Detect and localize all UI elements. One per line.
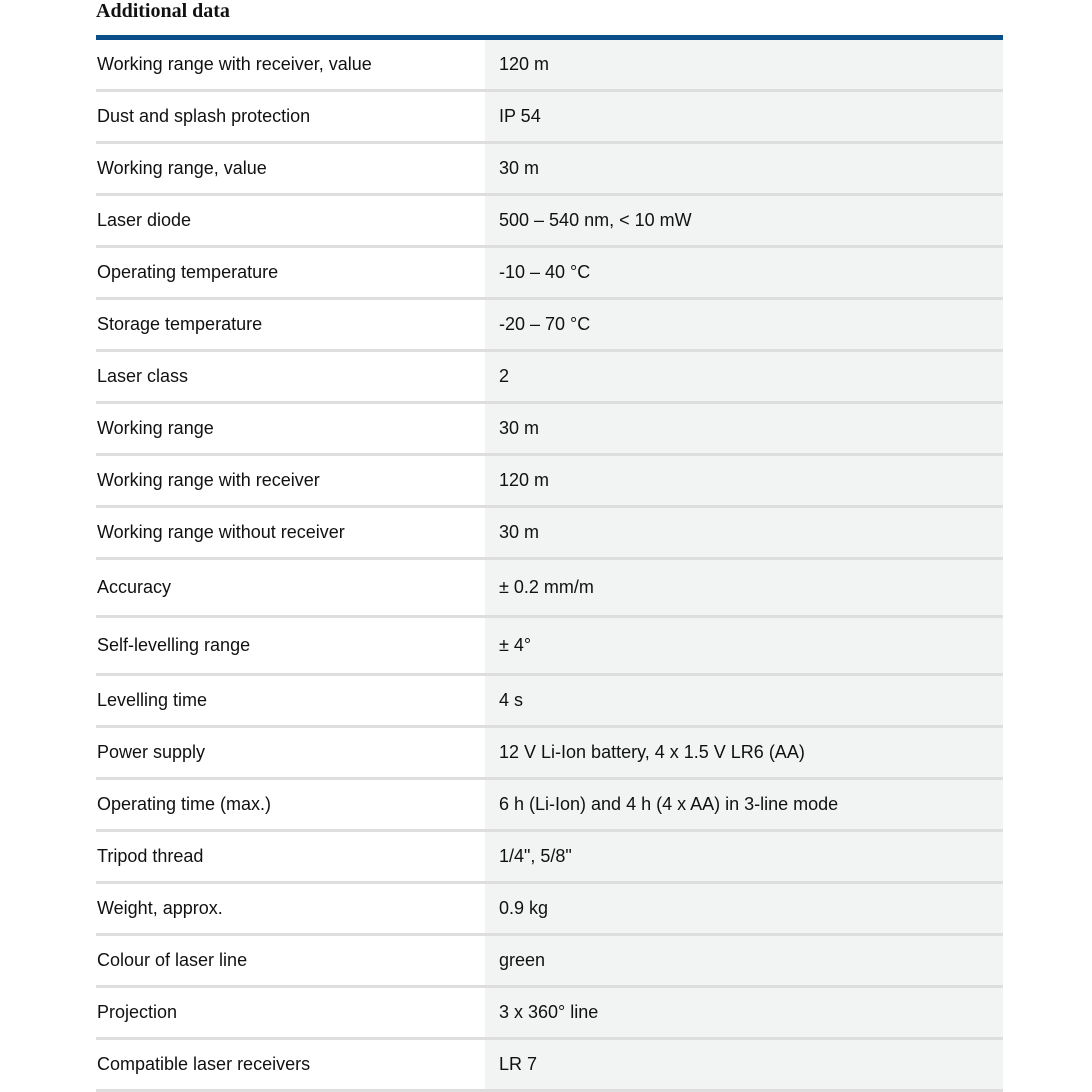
spec-value: ± 4° [485, 618, 1003, 673]
spec-value: IP 54 [485, 92, 1003, 141]
spec-row [96, 728, 1003, 780]
spec-row [96, 676, 1003, 728]
spec-label: Operating time (max.) [96, 780, 485, 829]
spec-value: 30 m [485, 144, 1003, 193]
spec-row [96, 1040, 1003, 1092]
spec-label: Working range [96, 404, 485, 453]
spec-value: LR 7 [485, 1040, 1003, 1089]
spec-label: Working range with receiver [96, 456, 485, 505]
spec-label: Laser diode [96, 196, 485, 245]
spec-row [96, 248, 1003, 300]
spec-row [96, 832, 1003, 884]
spec-value: 120 m [485, 456, 1003, 505]
spec-label: Power supply [96, 728, 485, 777]
spec-label: Tripod thread [96, 832, 485, 881]
spec-row [96, 884, 1003, 936]
spec-value: 12 V Li-Ion battery, 4 x 1.5 V LR6 (AA) [485, 728, 1003, 777]
spec-row [96, 404, 1003, 456]
spec-row [96, 352, 1003, 404]
spec-row [96, 144, 1003, 196]
spec-label: Operating temperature [96, 248, 485, 297]
spec-label: Working range with receiver, value [96, 40, 485, 89]
spec-label: Dust and splash protection [96, 92, 485, 141]
spec-value: 0.9 kg [485, 884, 1003, 933]
spec-value: 500 – 540 nm, < 10 mW [485, 196, 1003, 245]
section-title: Additional data [96, 0, 230, 22]
spec-value: 30 m [485, 508, 1003, 557]
spec-value: 120 m [485, 40, 1003, 89]
spec-value: 2 [485, 352, 1003, 401]
spec-value: green [485, 936, 1003, 985]
spec-table [96, 40, 1003, 1092]
spec-label: Projection [96, 988, 485, 1037]
spec-label: Colour of laser line [96, 936, 485, 985]
spec-row [96, 92, 1003, 144]
spec-value: 4 s [485, 676, 1003, 725]
spec-label: Working range without receiver [96, 508, 485, 557]
spec-value: 30 m [485, 404, 1003, 453]
spec-label: Self-levelling range [96, 618, 485, 673]
spec-value: -20 – 70 °C [485, 300, 1003, 349]
spec-row [96, 196, 1003, 248]
spec-row [96, 618, 1003, 676]
spec-label: Compatible laser receivers [96, 1040, 485, 1089]
spec-value: ± 0.2 mm/m [485, 560, 1003, 615]
spec-label: Levelling time [96, 676, 485, 725]
spec-row [96, 780, 1003, 832]
spec-label: Laser class [96, 352, 485, 401]
spec-value: -10 – 40 °C [485, 248, 1003, 297]
spec-row [96, 300, 1003, 352]
spec-value: 3 x 360° line [485, 988, 1003, 1037]
spec-label: Accuracy [96, 560, 485, 615]
spec-label: Working range, value [96, 144, 485, 193]
spec-value: 1/4", 5/8" [485, 832, 1003, 881]
spec-row [96, 40, 1003, 92]
spec-row [96, 456, 1003, 508]
spec-row [96, 936, 1003, 988]
spec-row [96, 560, 1003, 618]
spec-row [96, 508, 1003, 560]
spec-row [96, 988, 1003, 1040]
spec-value: 6 h (Li-Ion) and 4 h (4 x AA) in 3-line mode [485, 780, 1003, 829]
spec-label: Weight, approx. [96, 884, 485, 933]
spec-label: Storage temperature [96, 300, 485, 349]
